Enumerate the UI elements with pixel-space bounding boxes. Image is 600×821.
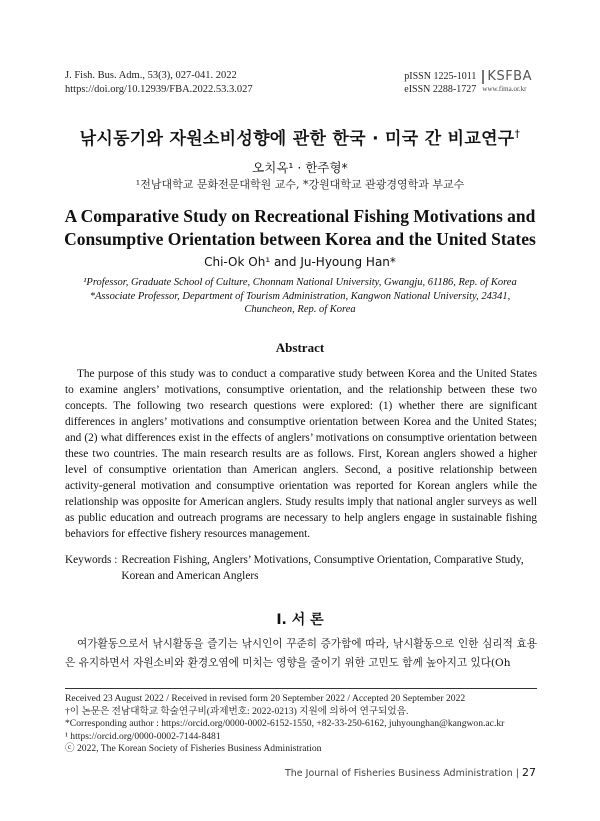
logo-text: KSFBA bbox=[482, 70, 532, 84]
eissn: eISSN 2288-1727 bbox=[404, 84, 477, 95]
page-footer bbox=[285, 766, 536, 779]
doi-link[interactable]: https://doi.org/10.12939/FBA.2022.53.3.027 bbox=[65, 84, 253, 95]
issn-block bbox=[404, 70, 532, 96]
intro-paragraph: 여가활동으로서 낚시활동을 즐기는 낚시인이 꾸준히 증가함에 따라, 낚시활동으로 인한 심리적 효용은 유지하면서 자원소비와 환경오염에 미치는 영향을 줄이기 위한 고민도 함께 높아지고 있다(Oh bbox=[65, 638, 537, 669]
footnote-funding: †이 논문은 전남대학교 학술연구비(과제번호: 2022-0213) 지원에 의하여 연구되었음. bbox=[65, 705, 409, 717]
korean-title bbox=[0, 124, 600, 149]
footer-separator: | bbox=[515, 768, 522, 779]
keywords bbox=[65, 552, 537, 584]
korean-title-text: 낚시동기와 자원소비성향에 관한 한국 · 미국 간 비교연구 bbox=[79, 129, 515, 149]
footnotes bbox=[65, 693, 537, 756]
keywords-text: Recreation Fishing, Anglers’ Motivations, Consumptive Orientation, Comparative Study, Korean and American Anglers bbox=[121, 554, 524, 582]
title-footnote-mark: † bbox=[514, 127, 521, 141]
abstract-body: The purpose of this study was to conduct a comparative study between Korea and the United States to examine anglers’ motivations, consumptive orientation, and the relationship between these two concepts. The following two research questions were explored: (1) whether there are significant differences in anglers’ motivations and consumptive orientation between Korea and the United States; and (2) what differences exist in the effects of anglers’ motivations on consumptive orientation between these two countries. The main research results are as follows. First, Korean anglers showed a higher level of consumptive orientation than American anglers. Second, a positive relationship between activity-general motivation and consumptive orientation was reported for Korean anglers while the relationship was opposite for American anglers. Study results imply that national angler surveys as well as public education and outreach programs are necessary to help anglers engage in sustainable fishing behaviors for effective fishery resources management. bbox=[65, 368, 537, 540]
english-title-line1: A Comparative Study on Recreational Fishing Motivations and bbox=[64, 206, 536, 226]
journal-citation: J. Fish. Bus. Adm., 53(3), 027-041. 2022 bbox=[65, 70, 237, 81]
abstract-heading: Abstract bbox=[275, 340, 325, 355]
logo-url: www.fima.or.kr bbox=[482, 85, 527, 93]
affiliation-2: *Associate Professor, Department of Tourism Administration, Kangwon National University, 24341, Chuncheon, Rep. of Korea bbox=[89, 290, 511, 315]
footnote-orcid: ¹ https://orcid.org/0000-0002-7144-8481 bbox=[65, 730, 221, 742]
english-authors: Chi-Ok Oh¹ and Ju-Hyoung Han* bbox=[204, 255, 396, 269]
footer-journal: The Journal of Fisheries Business Administration bbox=[284, 768, 513, 779]
footnote-divider bbox=[65, 688, 537, 689]
english-affiliations bbox=[70, 276, 530, 317]
english-title-line2: Consumptive Orientation between Korea and the United States bbox=[64, 229, 536, 249]
pissn: pISSN 1225-1011 bbox=[404, 71, 477, 82]
korean-authors: 오치옥¹ · 한주형* bbox=[252, 160, 348, 175]
citation-block bbox=[65, 69, 253, 97]
english-title bbox=[0, 205, 600, 251]
ksfba-logo bbox=[482, 70, 532, 94]
footnote-corresponding: *Corresponding author : https://orcid.org/0000-0002-6152-1550, +82-33-250-6162, juhyounghan@kangwon.ac.kr bbox=[65, 718, 505, 729]
section-heading: I. 서 론 bbox=[276, 612, 324, 628]
footnote-copyright: ⓒ 2022, The Korean Society of Fisheries Business Administration bbox=[65, 743, 322, 754]
korean-affiliations: ¹전남대학교 문화전문대학원 교수, *강원대학교 관광경영학과 부교수 bbox=[135, 178, 465, 191]
footnote-dates: Received 23 August 2022 / Received in revised form 20 September 2022 / Accepted 20 September 2022 bbox=[65, 693, 466, 704]
keywords-label: Keywords : bbox=[65, 554, 118, 566]
affiliation-1: ¹Professor, Graduate School of Culture, Chonnam National University, Gwangju, 61186, Rep. of Korea bbox=[83, 277, 517, 288]
page-number: 27 bbox=[522, 766, 536, 779]
